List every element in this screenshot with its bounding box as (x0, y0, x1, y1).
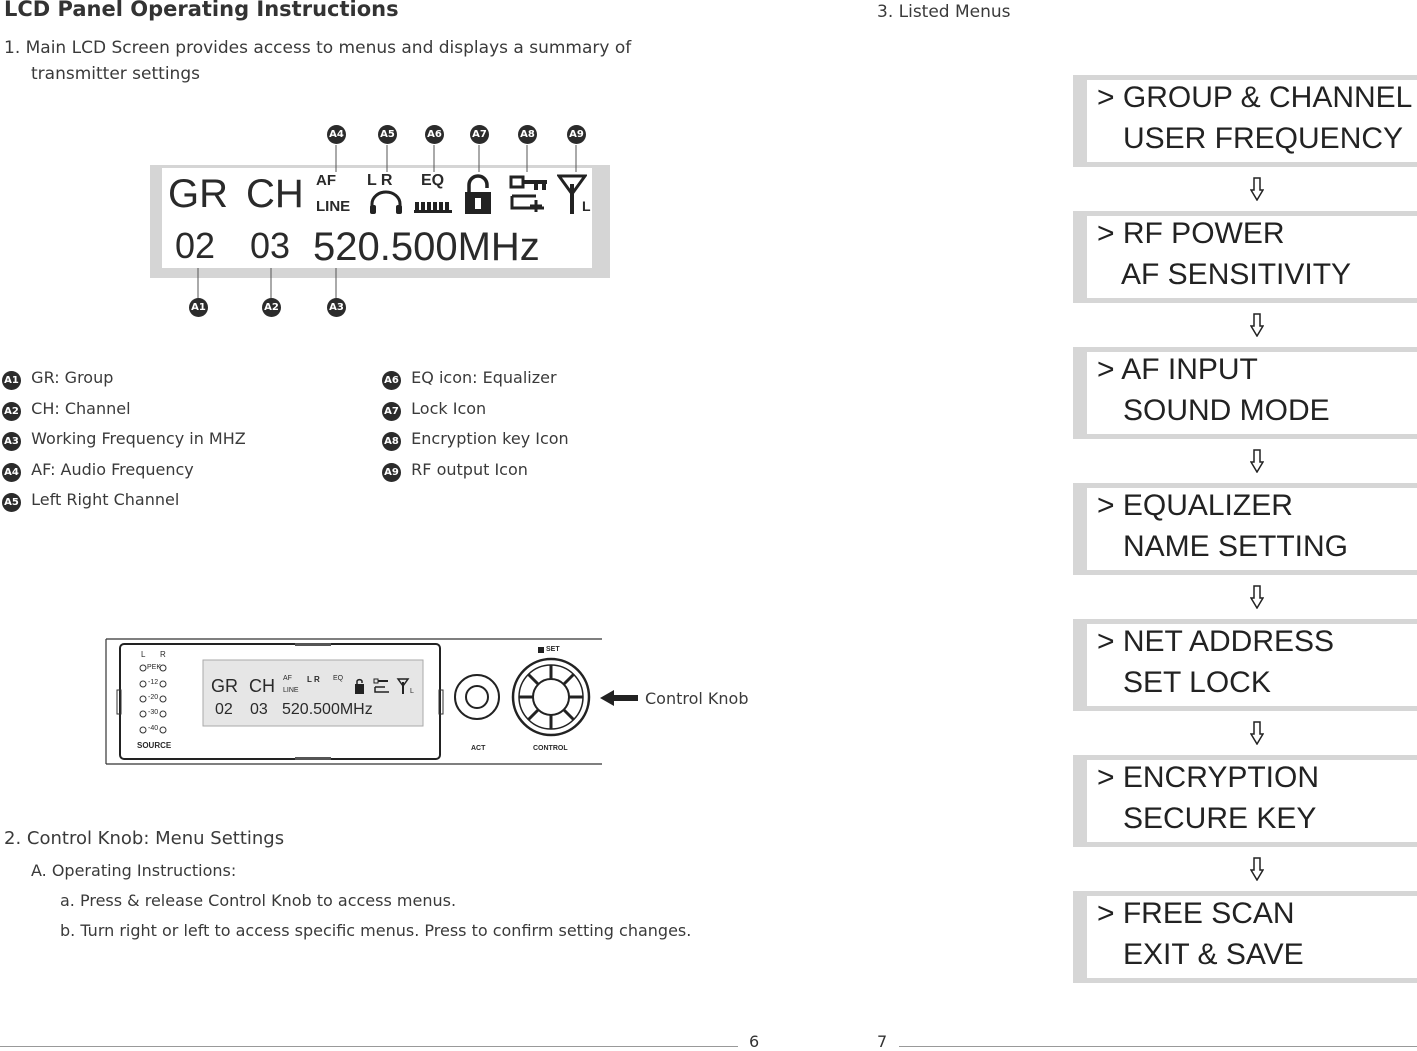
legend-item (382, 460, 528, 482)
device-l-label: L (141, 650, 146, 659)
lcd-lr-label: L R (367, 172, 393, 189)
device-lcd-frequency: 520.500MHz (282, 701, 373, 718)
device-source-label: SOURCE (137, 741, 172, 750)
device-lcd-lr: L R (307, 675, 320, 684)
callout-a1: A1 (189, 298, 208, 317)
device-lcd-line: LINE (283, 687, 299, 694)
lcd-eq-label: EQ (421, 172, 445, 189)
lcd-af-label: AF (316, 172, 336, 189)
down-arrow-icon (1250, 585, 1264, 609)
legend-item (382, 429, 569, 451)
legend-item (2, 460, 194, 482)
down-arrow-icon (1250, 721, 1264, 745)
lcd-frequency-value: 520.500MHz (313, 225, 540, 269)
menu-line-1: > NET ADDRESS (1097, 625, 1335, 658)
legend-badge: A6 (382, 371, 401, 390)
device-act-label: ACT (471, 745, 486, 752)
callout-lines (0, 0, 700, 330)
legend-item (382, 368, 557, 390)
legend-item (2, 429, 246, 451)
legend-text: GR: Group (31, 368, 114, 387)
device-lcd-rf-l: L (410, 688, 414, 695)
footer-rule-left (0, 1046, 738, 1047)
menu-line-1: > ENCRYPTION (1097, 761, 1319, 794)
legend-badge: A1 (2, 371, 21, 390)
legend-badge: A7 (382, 402, 401, 421)
lcd-group-value: 02 (175, 225, 216, 266)
legend-badge: A8 (382, 432, 401, 451)
down-arrow-icon (1250, 177, 1264, 201)
device-r-label: R (160, 650, 166, 659)
meter-label: -30 (148, 709, 159, 716)
legend-badge: A9 (382, 463, 401, 482)
menu-line-2: SOUND MODE (1123, 394, 1330, 427)
meter-label: PEK (147, 664, 162, 671)
menu-line-2: EXIT & SAVE (1123, 938, 1304, 971)
callout-a3: A3 (327, 298, 346, 317)
device-lcd-group: 02 (215, 701, 233, 718)
callout-a7: A7 (470, 125, 489, 144)
menu-line-2: AF SENSITIVITY (1121, 258, 1352, 291)
callout-a2: A2 (262, 298, 281, 317)
callout-a9: A9 (567, 125, 586, 144)
section-2-a-item-a: a. Press & release Control Knob to access menus. (60, 891, 457, 910)
lcd-ch-label: CH (246, 172, 304, 216)
callout-a4: A4 (327, 125, 346, 144)
menu-line-1: > RF POWER (1097, 217, 1285, 250)
legend-badge: A2 (2, 402, 21, 421)
legend-badge: A3 (2, 432, 21, 451)
down-arrow-icon (1250, 313, 1264, 337)
menu-line-1: > GROUP & CHANNEL (1097, 81, 1413, 114)
device-lcd-gr: GR (211, 676, 238, 696)
intro-line-1: 1. Main LCD Screen provides access to menus and displays a summary of (4, 38, 632, 58)
menu-line-2: USER FREQUENCY (1123, 122, 1404, 155)
callout-a5: A5 (378, 125, 397, 144)
legend-item (2, 368, 113, 390)
legend-text: Encryption key Icon (411, 429, 569, 448)
lcd-line-label: LINE (316, 198, 351, 215)
legend-text: CH: Channel (31, 399, 131, 418)
menu-line-1: > EQUALIZER (1097, 489, 1293, 522)
meter-label: -40 (148, 725, 159, 732)
legend-badge: A5 (2, 493, 21, 512)
intro-line-2: transmitter settings (31, 64, 200, 84)
legend-text: Left Right Channel (31, 490, 180, 509)
menu-line-2: SET LOCK (1123, 666, 1271, 699)
footer-rule-right (899, 1046, 1417, 1047)
device-lcd-ch: CH (249, 676, 275, 696)
callout-a8: A8 (518, 125, 537, 144)
device-control-label: CONTROL (533, 745, 568, 752)
device-lcd-eq: EQ (333, 675, 344, 682)
legend-text: Lock Icon (411, 399, 487, 418)
legend-item (2, 399, 131, 421)
down-arrow-icon (1250, 449, 1264, 473)
menu-line-1: > FREE SCAN (1097, 897, 1295, 930)
section-2-title: 2. Control Knob: Menu Settings (4, 828, 285, 849)
legend-item (382, 399, 486, 421)
section-2-a: A. Operating Instructions: (31, 861, 237, 880)
device-lcd-channel: 03 (250, 701, 268, 718)
menu-line-2: SECURE KEY (1123, 802, 1317, 835)
listed-menus-heading: 3. Listed Menus (877, 2, 1011, 22)
page-title: LCD Panel Operating Instructions (4, 0, 399, 21)
control-knob-label: Control Knob (645, 689, 749, 708)
legend-text: EQ icon: Equalizer (411, 368, 557, 387)
callout-a6: A6 (425, 125, 444, 144)
section-2-a-item-b: b. Turn right or left to access specific menus. Press to confirm setting changes. (60, 921, 692, 940)
device-lcd-af: AF (283, 675, 292, 682)
lcd-channel-value: 03 (250, 225, 291, 266)
lcd-rf-l-label: L (582, 198, 591, 214)
page-number-right: 7 (877, 1032, 888, 1051)
menu-line-2: NAME SETTING (1123, 530, 1349, 563)
down-arrow-icon (1250, 857, 1264, 881)
legend-badge: A4 (2, 463, 21, 482)
lcd-gr-label: GR (168, 172, 228, 216)
meter-label: -20 (148, 694, 159, 701)
control-knob-arrow-icon (600, 690, 640, 706)
page-number-left: 6 (749, 1032, 760, 1051)
legend-item (2, 490, 179, 512)
legend-text: AF: Audio Frequency (31, 460, 194, 479)
menu-line-1: > AF INPUT (1097, 353, 1258, 386)
device-lcd-icons (353, 677, 413, 695)
legend-text: RF output Icon (411, 460, 528, 479)
legend-text: Working Frequency in MHZ (31, 429, 246, 448)
device-set-label: SET (546, 646, 560, 653)
meter-label: -12 (148, 679, 159, 686)
